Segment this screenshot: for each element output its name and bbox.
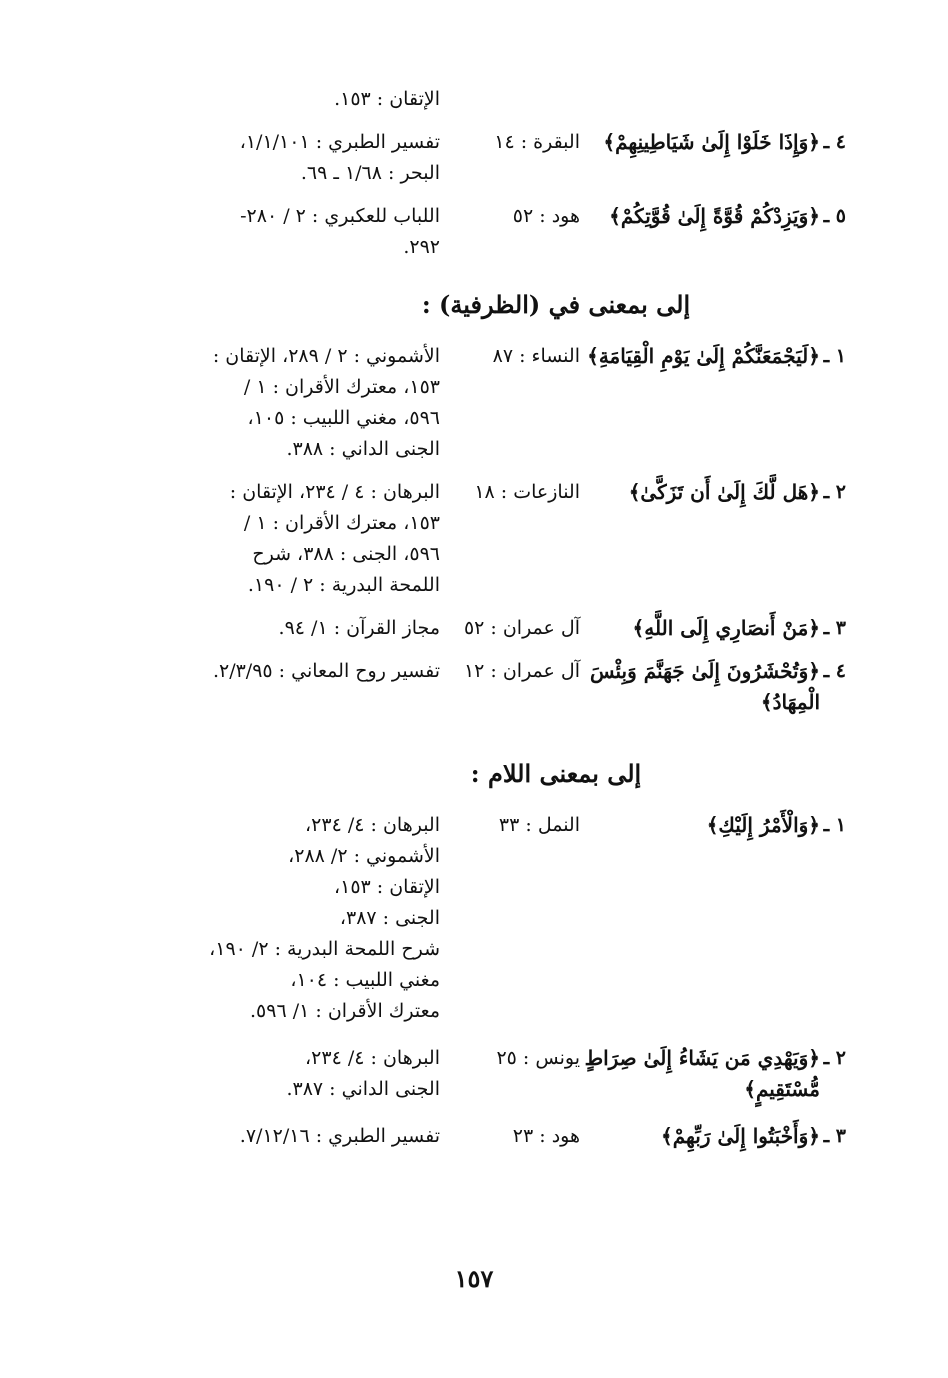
reference-line: الإتقان : ١٥٣، xyxy=(333,876,440,898)
verse-text: ﴿وَإِذَا خَلَوْا إِلَىٰ شَيَاطِينِهِمْ﴾ xyxy=(603,130,820,154)
entry-number: ٤ ـ xyxy=(823,660,846,682)
entry-row xyxy=(126,477,846,601)
verse-text: ﴿لَيَجْمَعَنَّكُمْ إِلَىٰ يَوْمِ الْقِيَامَةِ﴾ xyxy=(587,344,820,368)
surah-reference: هود : ٥٢ xyxy=(512,205,580,227)
reference-line: مجاز القرآن : ١/ ٩٤. xyxy=(278,617,440,639)
bibliographic-references xyxy=(126,613,440,644)
reference-line: البرهان : ٤/ ٢٣٤، xyxy=(305,814,440,836)
entry-row xyxy=(126,127,846,189)
reference-line: شرح اللمحة البدرية : ٢/ ١٩٠، xyxy=(209,938,440,960)
reference-line: ١٥٣، معترك الأقران : ١ / xyxy=(243,512,440,534)
bibliographic-references xyxy=(126,1121,440,1152)
reference-line: اللباب للعكبري : ٢ / ٢٨٠- xyxy=(240,205,440,227)
section-heading-zarfiyya: إلى بمعنى في (الظرفية) : xyxy=(421,290,691,319)
reference-line: البرهان : ٤/ ٢٣٤، xyxy=(305,1047,440,1069)
reference-line: ٢٩٢. xyxy=(403,236,440,258)
bibliographic-references xyxy=(126,810,440,1027)
surah-reference: البقرة : ١٤ xyxy=(494,131,580,153)
reference-line: معترك الأقران : ١/ ٥٩٦. xyxy=(250,1000,440,1022)
entry-number: ٤ ـ xyxy=(823,131,846,153)
entry-number: ١ ـ xyxy=(823,345,846,367)
entry-row xyxy=(126,1043,846,1105)
entry-number: ٣ ـ xyxy=(823,1125,846,1147)
reference-line: مغني اللبيب : ١٠٤، xyxy=(290,969,440,991)
verse-text: ﴿وَيَهْدِي مَن يَشَاءُ إِلَىٰ صِرَاطٍ مُّسْتَقِيمٍ﴾ xyxy=(584,1046,820,1101)
bibliographic-references xyxy=(126,656,440,687)
bibliographic-references xyxy=(126,1043,440,1105)
reference-line: الأشموني : ٢/ ٢٨٨، xyxy=(288,845,440,867)
reference-line: تفسير روح المعاني : ٢/٣/٩٥. xyxy=(212,660,440,682)
bibliographic-references xyxy=(126,201,440,263)
verse-text: ﴿مَنْ أَنصَارِي إِلَى اللَّهِ﴾ xyxy=(632,616,820,640)
reference-line: البرهان : ٤ / ٢٣٤، الإتقان : xyxy=(229,481,440,503)
reference-line: اللمحة البدرية : ٢ / ١٩٠. xyxy=(247,574,440,596)
verse-text: ﴿وَتُحْشَرُونَ إِلَىٰ جَهَنَّمَ وَبِئْسَ الْمِهَادُ﴾ xyxy=(590,659,820,714)
page-number: ١٥٧ xyxy=(454,1264,494,1293)
reference-line: الجنى : ٣٨٧، xyxy=(339,907,440,929)
top-continuation-row xyxy=(126,84,846,115)
reference-line: تفسير الطبري : ١/١/١٠١، xyxy=(239,131,440,153)
entries-continued xyxy=(126,127,846,263)
entry-number: ٢ ـ xyxy=(823,481,846,503)
surah-reference: يونس : ٢٥ xyxy=(496,1047,580,1069)
surah-reference: آل عمران : ٥٢ xyxy=(463,617,580,639)
reference-line: ٥٩٦، الجنى : ٣٨٨، شرح xyxy=(252,543,440,565)
entries-lam xyxy=(126,810,846,1152)
entry-number: ١ ـ xyxy=(823,814,846,836)
reference-text: الإتقان : ١٥٣. xyxy=(334,88,440,110)
entry-row xyxy=(126,810,846,1027)
bibliographic-references xyxy=(126,341,440,465)
entry-number: ٢ ـ xyxy=(823,1047,846,1069)
verse-text: ﴿وَالْأَمْرُ إِلَيْكِ﴾ xyxy=(706,813,820,837)
entries-zarfiyya xyxy=(126,341,846,718)
verse-text: ﴿وَيَزِدْكُمْ قُوَّةً إِلَىٰ قُوَّتِكُمْ﴾ xyxy=(609,204,820,228)
entry-row xyxy=(126,656,846,718)
surah-reference: هود : ٢٣ xyxy=(512,1125,580,1147)
entry-row xyxy=(126,613,846,644)
surah-reference: آل عمران : ١٢ xyxy=(463,660,580,682)
reference-line: البحر : ١/٦٨ ـ ٦٩. xyxy=(300,162,440,184)
page-body xyxy=(126,84,846,1152)
reference-line: الجنى الداني : ٣٨٧. xyxy=(286,1078,440,1100)
reference-line: الأشموني : ٢ / ٢٨٩، الإتقان : xyxy=(212,345,440,367)
bibliographic-references xyxy=(126,127,440,189)
section-heading-lam: إلى بمعنى اللام : xyxy=(470,759,642,788)
surah-reference: النساء : ٨٧ xyxy=(492,345,580,367)
reference-line: تفسير الطبري : ٧/١٢/١٦. xyxy=(239,1125,440,1147)
reference-line: ٥٩٦، مغني اللبيب : ١٠٥، xyxy=(247,407,440,429)
entry-number: ٥ ـ xyxy=(823,205,846,227)
verse-text: ﴿وَأَخْبَتُوا إِلَىٰ رَبِّهِمْ﴾ xyxy=(661,1124,820,1148)
entry-row xyxy=(126,341,846,465)
verse-text: ﴿هَل لَّكَ إِلَىٰ أَن تَزَكَّىٰ﴾ xyxy=(628,480,820,504)
entry-row xyxy=(126,201,846,263)
surah-reference: النازعات : ١٨ xyxy=(474,481,580,503)
reference-line: ١٥٣، معترك الأقران : ١ / xyxy=(243,376,440,398)
bibliographic-references xyxy=(126,477,440,601)
surah-reference: النمل : ٣٣ xyxy=(498,814,580,836)
reference-line: الجنى الداني : ٣٨٨. xyxy=(286,438,440,460)
entry-number: ٣ ـ xyxy=(823,617,846,639)
entry-row xyxy=(126,1121,846,1152)
